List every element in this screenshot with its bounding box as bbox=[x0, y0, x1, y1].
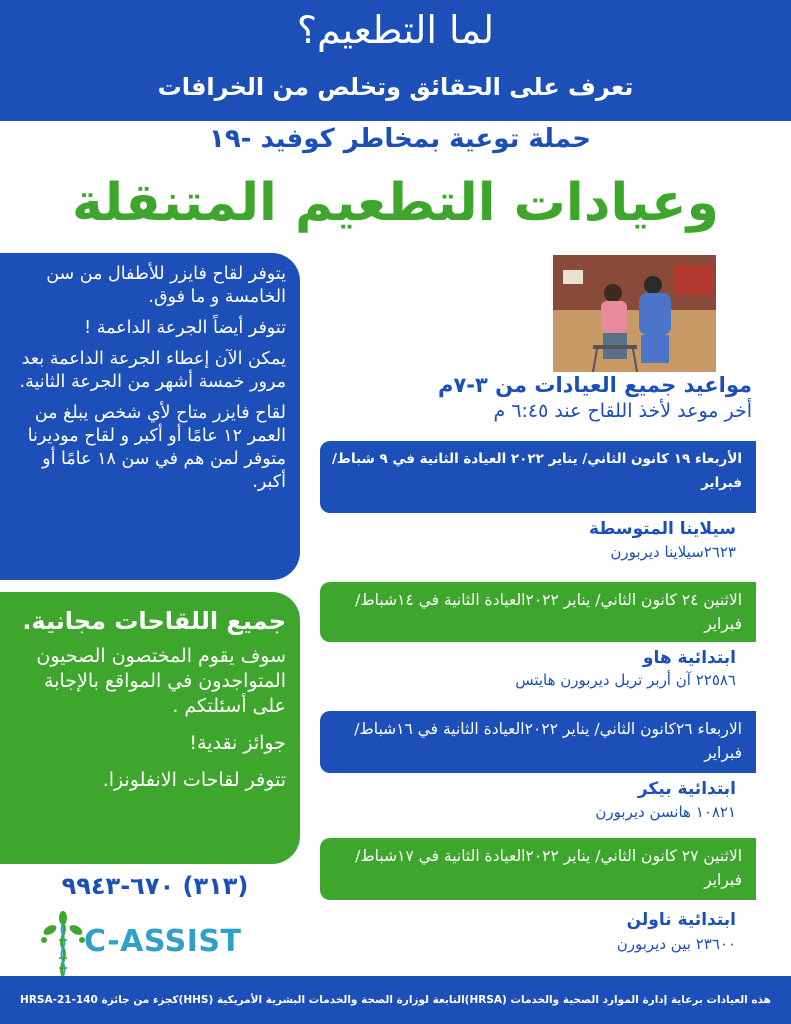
clinic-address: ١٠٨٢١ هانسن ديربورن bbox=[595, 803, 736, 821]
clinic-date-card bbox=[320, 711, 756, 773]
clinic-name: ابتدائية ناولن bbox=[626, 910, 736, 930]
info-cash-prizes: جوائز نقدية! bbox=[189, 732, 286, 754]
c-assist-logo bbox=[38, 910, 258, 978]
phone-number: (٣١٣) ٦٧٠-٩٩٤٣ bbox=[61, 872, 249, 900]
page-subtitle: تعرف على الحقائق وتخلص من الخرافات bbox=[157, 73, 634, 101]
info-health-staff: سوف يقوم المختصون الصحيون المتواجدون في المواقع بالإجابة على أسئلتكم . bbox=[36, 645, 286, 717]
tree-dna-icon bbox=[38, 910, 88, 978]
info-pfizer-kids: يتوفر لقاح فايزر للأطفال من سن الخامسة و ما فوق. bbox=[46, 264, 286, 307]
info-eligibility: لقاح فايزر متاح لأي شخص يبلغ من العمر ١٢ عامًا أو أكبر و لقاح موديرنا متوفر لمن هم في سن ١٨ عامًا أو أكبر. bbox=[27, 403, 286, 492]
last-appointment-time: أخر موعد لأخذ اللقاح عند ٦:٤٥ م bbox=[493, 400, 752, 422]
clinic-date: الاربعاء ٢٦كانون الثاني/ يناير ٢٠٢٢العيادة الثانية في ١٦شباط/ فبراير bbox=[354, 720, 742, 762]
schedule-title: مواعيد جميع العيادات من ٣-٧م bbox=[438, 373, 752, 397]
clinic-date: الاثنين ٢٧ كانون الثاني/ يناير ٢٠٢٢العيادة الثانية في ١٧شباط/ فبراير bbox=[355, 847, 742, 889]
clinic-date-card bbox=[320, 582, 756, 642]
logo-text: C-ASSIST bbox=[84, 924, 242, 959]
clinic-date: الاثنين ٢٤ كانون الثاني/ يناير ٢٠٢٢العيادة الثانية في ١٤شباط/ فبراير bbox=[355, 591, 742, 633]
vaccine-info-panel bbox=[0, 253, 300, 580]
clinic-name: ابتدائية هاو bbox=[642, 648, 736, 668]
clinic-name: سيلاينا المتوسطة bbox=[589, 519, 736, 539]
campaign-heading: حملة توعية بمخاطر كوفيد -١٩ bbox=[209, 124, 591, 154]
vaccination-photo bbox=[553, 255, 716, 372]
clinic-name: ابتدائية بيكر bbox=[637, 779, 736, 799]
clinic-address: ٢٦٢٣سيلاينا ديربورن bbox=[610, 543, 736, 561]
info-flu-vaccines: تتوفر لقاحات الانفلونزا. bbox=[102, 769, 286, 791]
info-booster-available: تتوفر أيضاً الجرعة الداعمة ! bbox=[84, 318, 286, 338]
free-vaccines-panel bbox=[0, 592, 300, 864]
clinic-date-card bbox=[320, 838, 756, 900]
clinic-date-card bbox=[320, 441, 756, 513]
info-booster-timing: يمكن الآن إعطاء الجرعة الداعمة بعد مرور خمسة أشهر من الجرعة الثانية. bbox=[19, 349, 286, 392]
clinic-address: ٢٣٦٠٠ بين ديربورن bbox=[616, 935, 736, 953]
header-banner bbox=[0, 0, 791, 121]
clinic-address: ٢٢٥٨٦ آن أربر تريل ديربورن هايتس bbox=[515, 671, 736, 689]
page-title: لما التطعيم؟ bbox=[296, 8, 495, 52]
free-vaccines-heading: جميع اللقاحات مجانية. bbox=[22, 607, 286, 635]
footer-text: هذه العيادات برعاية إدارة الموارد الصحية والخدمات (HRSA)التابعة لوزارة الصحة والخدمات البشرية الأمريكية (HHS)كجزء من جائزة HRSA-21-140 bbox=[20, 994, 771, 1006]
clinic-date: الأربعاء ١٩ كانون الثاني/ يناير ٢٠٢٢ العيادة الثانية في ٩ شباط/ فبراير bbox=[332, 451, 742, 491]
mobile-clinics-heading: وعيادات التطعيم المتنقلة bbox=[71, 173, 719, 233]
footer-banner bbox=[0, 976, 791, 1024]
